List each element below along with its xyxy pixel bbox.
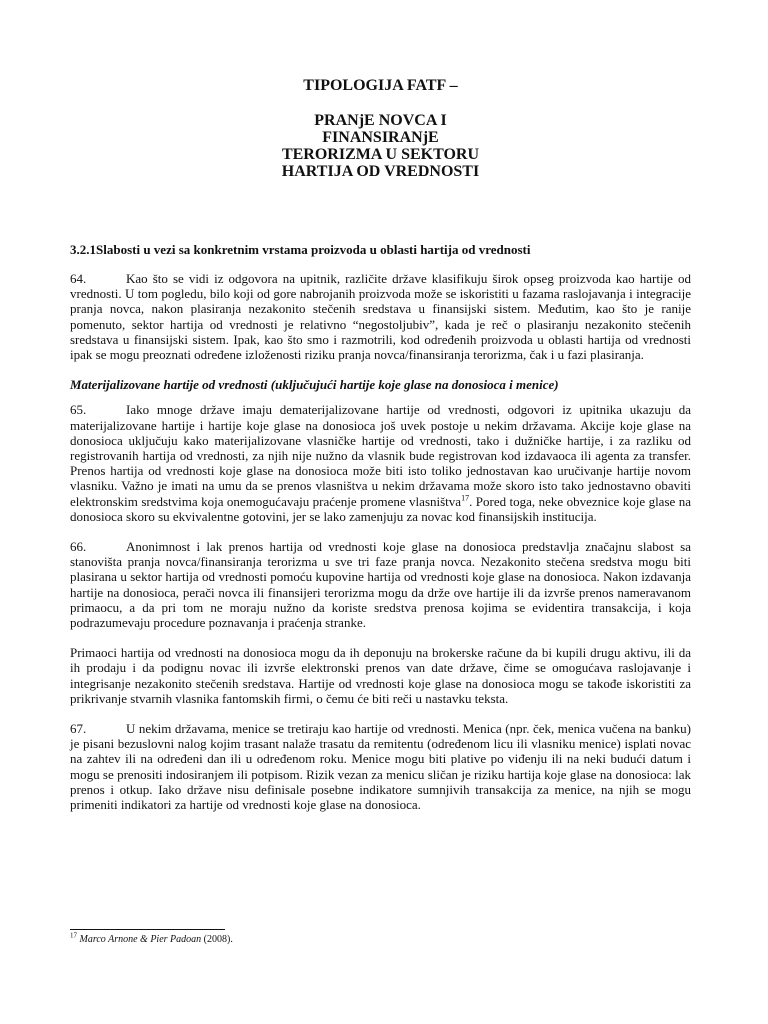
paragraph-65 [70, 402, 691, 524]
paragraph-66 [70, 539, 691, 630]
footnote-reference[interactable]: 17 [461, 493, 470, 503]
paragraph-number: 64. [70, 271, 87, 286]
footnote-authors: Marco Arnone & Pier Padoan [79, 934, 202, 945]
paragraph-66-continued: Primaoci hartija od vrednosti na donosioca mogu da ih deponuju na brokerske račune da bi kupili drugu aktivu, ili da ih prodaju i da podignu novac ili izvrše elektronski prenos van date države, čime se omogućava raslojavanje i integrisanje nezakonito stečenih sredstava. Hartije od vrednosti koje glase na donosioca mogu se takođe iskoristiti za prikrivanje stvarnih vlasnika fantomskih firmi, o čemu će biti reči u nastavku teksta. [70, 645, 691, 706]
title-line-1: TIPOLOGIJA FATF – [303, 77, 458, 94]
title-line-2: PRANjE NOVCA I [314, 112, 447, 129]
paragraph-text: Anonimnost i lak prenos hartija od vrednosti koje glase na donosioca predstavlja značajnu slabost sa stanovišta pranja novca/finansiranja terorizma u sve tri faze pranja novca. Nezakonito stečena sredstva mogu biti plasirana u sektor hartija od vrednosti pomoću kupovine hartija od vrednosti koje glase na donosioca. Nakon izdavanja hartije na donosioca, perači novca ili finansijeri terorizma mogu da drže ove hartije ili da izvrše prenos nameravanom primaocu, a da pri tom ne moraju nužno da koriste sredstva prenosa kojima se evidentira transakcija, i koja podrazumevaju procedure poznavanja i praćenja stranke. [70, 539, 691, 631]
document-page [70, 0, 691, 1024]
section-heading: 3.2.1Slabosti u vezi sa konkretnim vrstama proizvoda u oblasti hartija od vrednosti [70, 242, 531, 257]
paragraph-number: 67. [70, 721, 87, 737]
subheading: Materijalizovane hartije od vrednosti (uključujući hartije koje glase na donosioca i menice) [70, 377, 559, 393]
paragraph-67 [70, 721, 691, 812]
paragraph-64 [70, 271, 691, 362]
paragraph-text: Kao što se vidi iz odgovora na upitnik, različite države klasifikuju širok opseg proizvoda kao hartije od vrednosti. U tom pogledu, bilo koji od gore nabrojanih proizvoda može se iskoristiti u fazama raslojavanja i integracije pranja novca, nakon plasiranja nezakonito stečenih sredstava u finansijski sistem. Međutim, kao što je ranije pomenuto, sektor hartija od vrednosti je relativno “negostoljubiv”, kada je reč o plasiranju nezakonito stečenih sredstava u finansijski sistem. Ipak, kao što smo i razmotrili, kod određenih proizvoda u oblasti hartija od vrednosti ipak se mogu preoznati određene izloženosti riziku pranja novca/finansiranja terorizma, čak i u fazi plasiranja. [70, 271, 691, 363]
paragraph-text-continued: . Pored toga, neke obveznice koje glase na donosioca skoro su ekvivalentne gotovini, jer se lako zamenjuju za novac kod finansijskih institucija. [70, 493, 691, 524]
paragraph-text: U nekim državama, menice se tretiraju kao hartije od vrednosti. Menica (npr. ček, menica vučena na banku) je pisani bezuslovni nalog kojim trasant nalaže trasatu da remitentu (određenom licu ili vlasniku menice) isplati novac na zahtev ili na određeni dan ili u određenom roku. Menice mogu biti plative po viđenju ili na neki budući datum i mogu se prenositi indosiranjem ili potpisom. Rizik vezan za menicu sličan je riziku hartija koje glase na donosioca: lak prenos i otkup. Iako države nisu definisale posebne indikatore sumnjivih transakcija za menice, na njih se mogu primeniti indikatori za hartije od vrednosti koje glase na donosioca. [70, 721, 691, 813]
title-line-3: FINANSIRANjE [322, 129, 439, 146]
paragraph-text: Iako mnoge države imaju dematerijalizovane hartije od vrednosti, odgovori iz upitnika ukazuju da materijalizovane hartije i hartije koje glase na donosioca još uvek postoje u nekim državama. Akcije koje glase na donosioca uključuju kako materijalizovane vlasničke hartije od vrednosti, tako i dužničke hartije, i za razliku od registrovanih hartija od vrednosti, za njih nije nužno da vlasnik bude registrovan kod izdavaoca ili agenta za transfer. Prenos hartija od vrednosti koje glase na donosioca može biti isto toliko jednostavan kao uručivanje hartije novom vlasniku. Važno je imati na umu da se prenos vlasništva u nekim državama može skoro isto tako jednostavno obaviti elektronskim sredstvima koja onemogućavaju praćenje promene vlasništva [70, 402, 691, 509]
paragraph-number: 66. [70, 539, 87, 555]
footnote-year: (2008). [201, 934, 233, 945]
footnote-mark: 17 [70, 931, 77, 940]
paragraph-number: 65. [70, 402, 87, 418]
footnote-separator [70, 929, 225, 930]
document-title [70, 77, 691, 180]
footnote [70, 931, 233, 946]
title-line-5: HARTIJA OD VREDNOSTI [281, 163, 480, 180]
title-line-4: TERORIZMA U SEKTORU [281, 146, 480, 163]
document-body [70, 271, 691, 827]
